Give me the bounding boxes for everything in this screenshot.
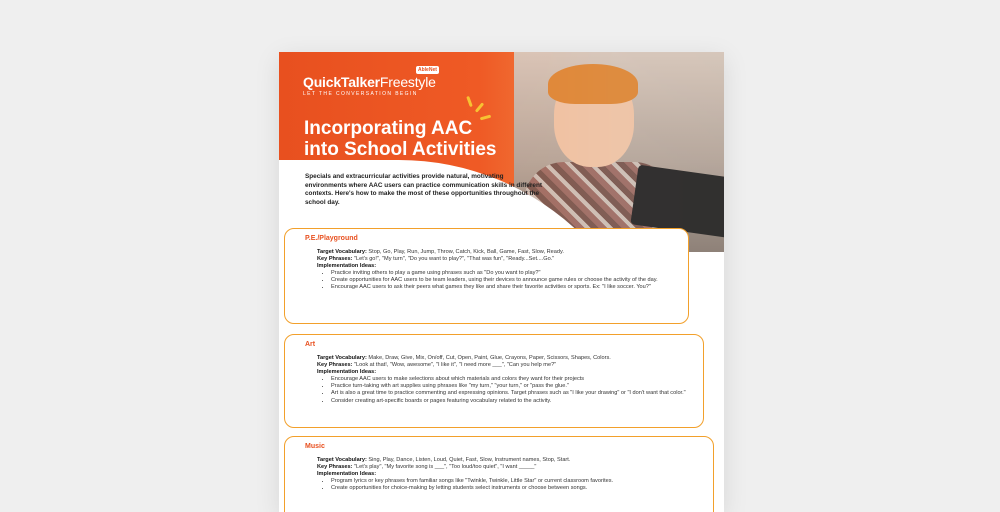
header-banner bbox=[279, 52, 724, 252]
logo-tagline: LET THE CONVERSATION BEGIN bbox=[303, 91, 418, 97]
section-heading: Art bbox=[305, 341, 316, 348]
logo-brand-suffix: Freestyle bbox=[379, 74, 436, 90]
key-phrases: "Look at that!, "Wow, awesome", "I like it", "I need more ___", "Can you help me?" bbox=[354, 362, 557, 369]
key-phrases: "Let's play", "My favorite song is ___", "Too loud/too quiet", "I want _____" bbox=[354, 464, 537, 471]
list-item: • Create opportunities for choice-making by letting students select instruments or choose between songs. bbox=[331, 485, 707, 492]
target-vocabulary: Stop, Go, Play, Run, Jump, Throw, Catch, Kick, Ball, Game, Fast, Slow, Ready. bbox=[368, 249, 564, 255]
section-card-pe: P.E./Playground Target Vocabulary: Stop, Go, Play, Run, Jump, Throw, Catch, Kick, Ball, Game, Fast, Slow, Ready. Key Phrases: "Let's go!", "My turn", "Do you want to play?", "That was fun", "Ready...Set....Go." Implementation Ideas: • Practice inviting others to play a game using phrases such as "Do you want to play?" • Create opportunities for AAC users to be team leaders, using their devices to announce game rules or choose the activity of the day. • Encourage AAC users to ask their peers what games they like and share their favorite activities or sports. Ex: "I like soccer. You?" bbox=[284, 228, 689, 324]
list-item: • Practice turn-taking with art supplies using phrases like "my turn," "your turn," or "pass the glue." bbox=[331, 383, 697, 390]
section-card-art: Art Target Vocabulary: Make, Draw, Give, Mix, On/off, Cut, Open, Paint, Glue, Crayons, Paper, Scissors, Shapes, Colors. Key Phrases: "Look at that!, "Wow, awesome", "I like it", "I need more ___", "Can you help me?" Implementation Ideas: • Encourage AAC users to make selections about which materials and colors they want for their projects • Practice turn-taking with art supplies using phrases like "my turn," "your turn," or "pass the glue." • Art is also a great time to practice commenting and expressing opinions. Target phrases such as "I like your drawing" or "I don't want that color." • Consider creating art-specific boards or pages featuring vocabulary related to the activity. bbox=[284, 334, 704, 428]
intro-paragraph: Specials and extracurricular activities provide natural, motivating environments where AAC users can practice communication skills in different contexts. Here's how to make the most of these opportunities throughout the school day. bbox=[305, 173, 542, 206]
list-item: • Encourage AAC users to ask their peers what games they like and share their favorite activities or sports. Ex: "I like soccer. You?" bbox=[331, 284, 687, 291]
target-vocabulary: Sing, Play, Dance, Listen, Loud, Quiet, Fast, Slow, Instrument names, Stop, Start. bbox=[368, 457, 571, 463]
list-item: • Create opportunities for AAC users to be team leaders, using their devices to announce game rules or choose the activity of the day. bbox=[331, 277, 687, 284]
section-heading: P.E./Playground bbox=[305, 235, 358, 242]
handout-page bbox=[279, 52, 724, 512]
list-item: • Program lyrics or key phrases from familiar songs like "Twinkle, Twinkle, Little Star" or current classroom favorites. bbox=[331, 478, 707, 485]
implementation-ideas-list bbox=[317, 376, 697, 404]
list-item: • Consider creating art-specific boards or pages featuring vocabulary related to the activity. bbox=[331, 398, 697, 405]
key-phrases: "Let's go!", "My turn", "Do you want to play?", "That was fun", "Ready...Set....Go." bbox=[354, 256, 555, 263]
section-heading: Music bbox=[305, 443, 325, 450]
target-vocabulary: Make, Draw, Give, Mix, On/off, Cut, Open, Paint, Glue, Crayons, Paper, Scissors, Shapes, Colors. bbox=[368, 355, 611, 361]
section-card-music: Music Target Vocabulary: Sing, Play, Dance, Listen, Loud, Quiet, Fast, Slow, Instrument names, Stop, Start. Key Phrases: "Let's play", "My favorite song is ___", "Too loud/too quiet", "I want _____" Implementation Ideas: • Program lyrics or key phrases from familiar songs like "Twinkle, Twinkle, Little Star" or current classroom favorites. • Create opportunities for choice-making by letting students select instruments or choose between songs. bbox=[284, 436, 714, 512]
logo-brand: QuickTalker bbox=[303, 74, 380, 90]
ablenet-badge: AbleNet bbox=[418, 67, 437, 73]
page-title: Incorporating AAC into School Activities bbox=[304, 118, 497, 160]
list-item: • Art is also a great time to practice commenting and expressing opinions. Target phrases such as "I like your drawing" or "I don't want that color." bbox=[331, 390, 697, 397]
implementation-ideas-list bbox=[317, 270, 687, 291]
list-item: • Encourage AAC users to make selections about which materials and colors they want for their projects bbox=[331, 376, 697, 383]
list-item: • Practice inviting others to play a game using phrases such as "Do you want to play?" bbox=[331, 270, 687, 277]
quicktalker-logo bbox=[303, 67, 437, 97]
implementation-ideas-list bbox=[317, 478, 707, 492]
